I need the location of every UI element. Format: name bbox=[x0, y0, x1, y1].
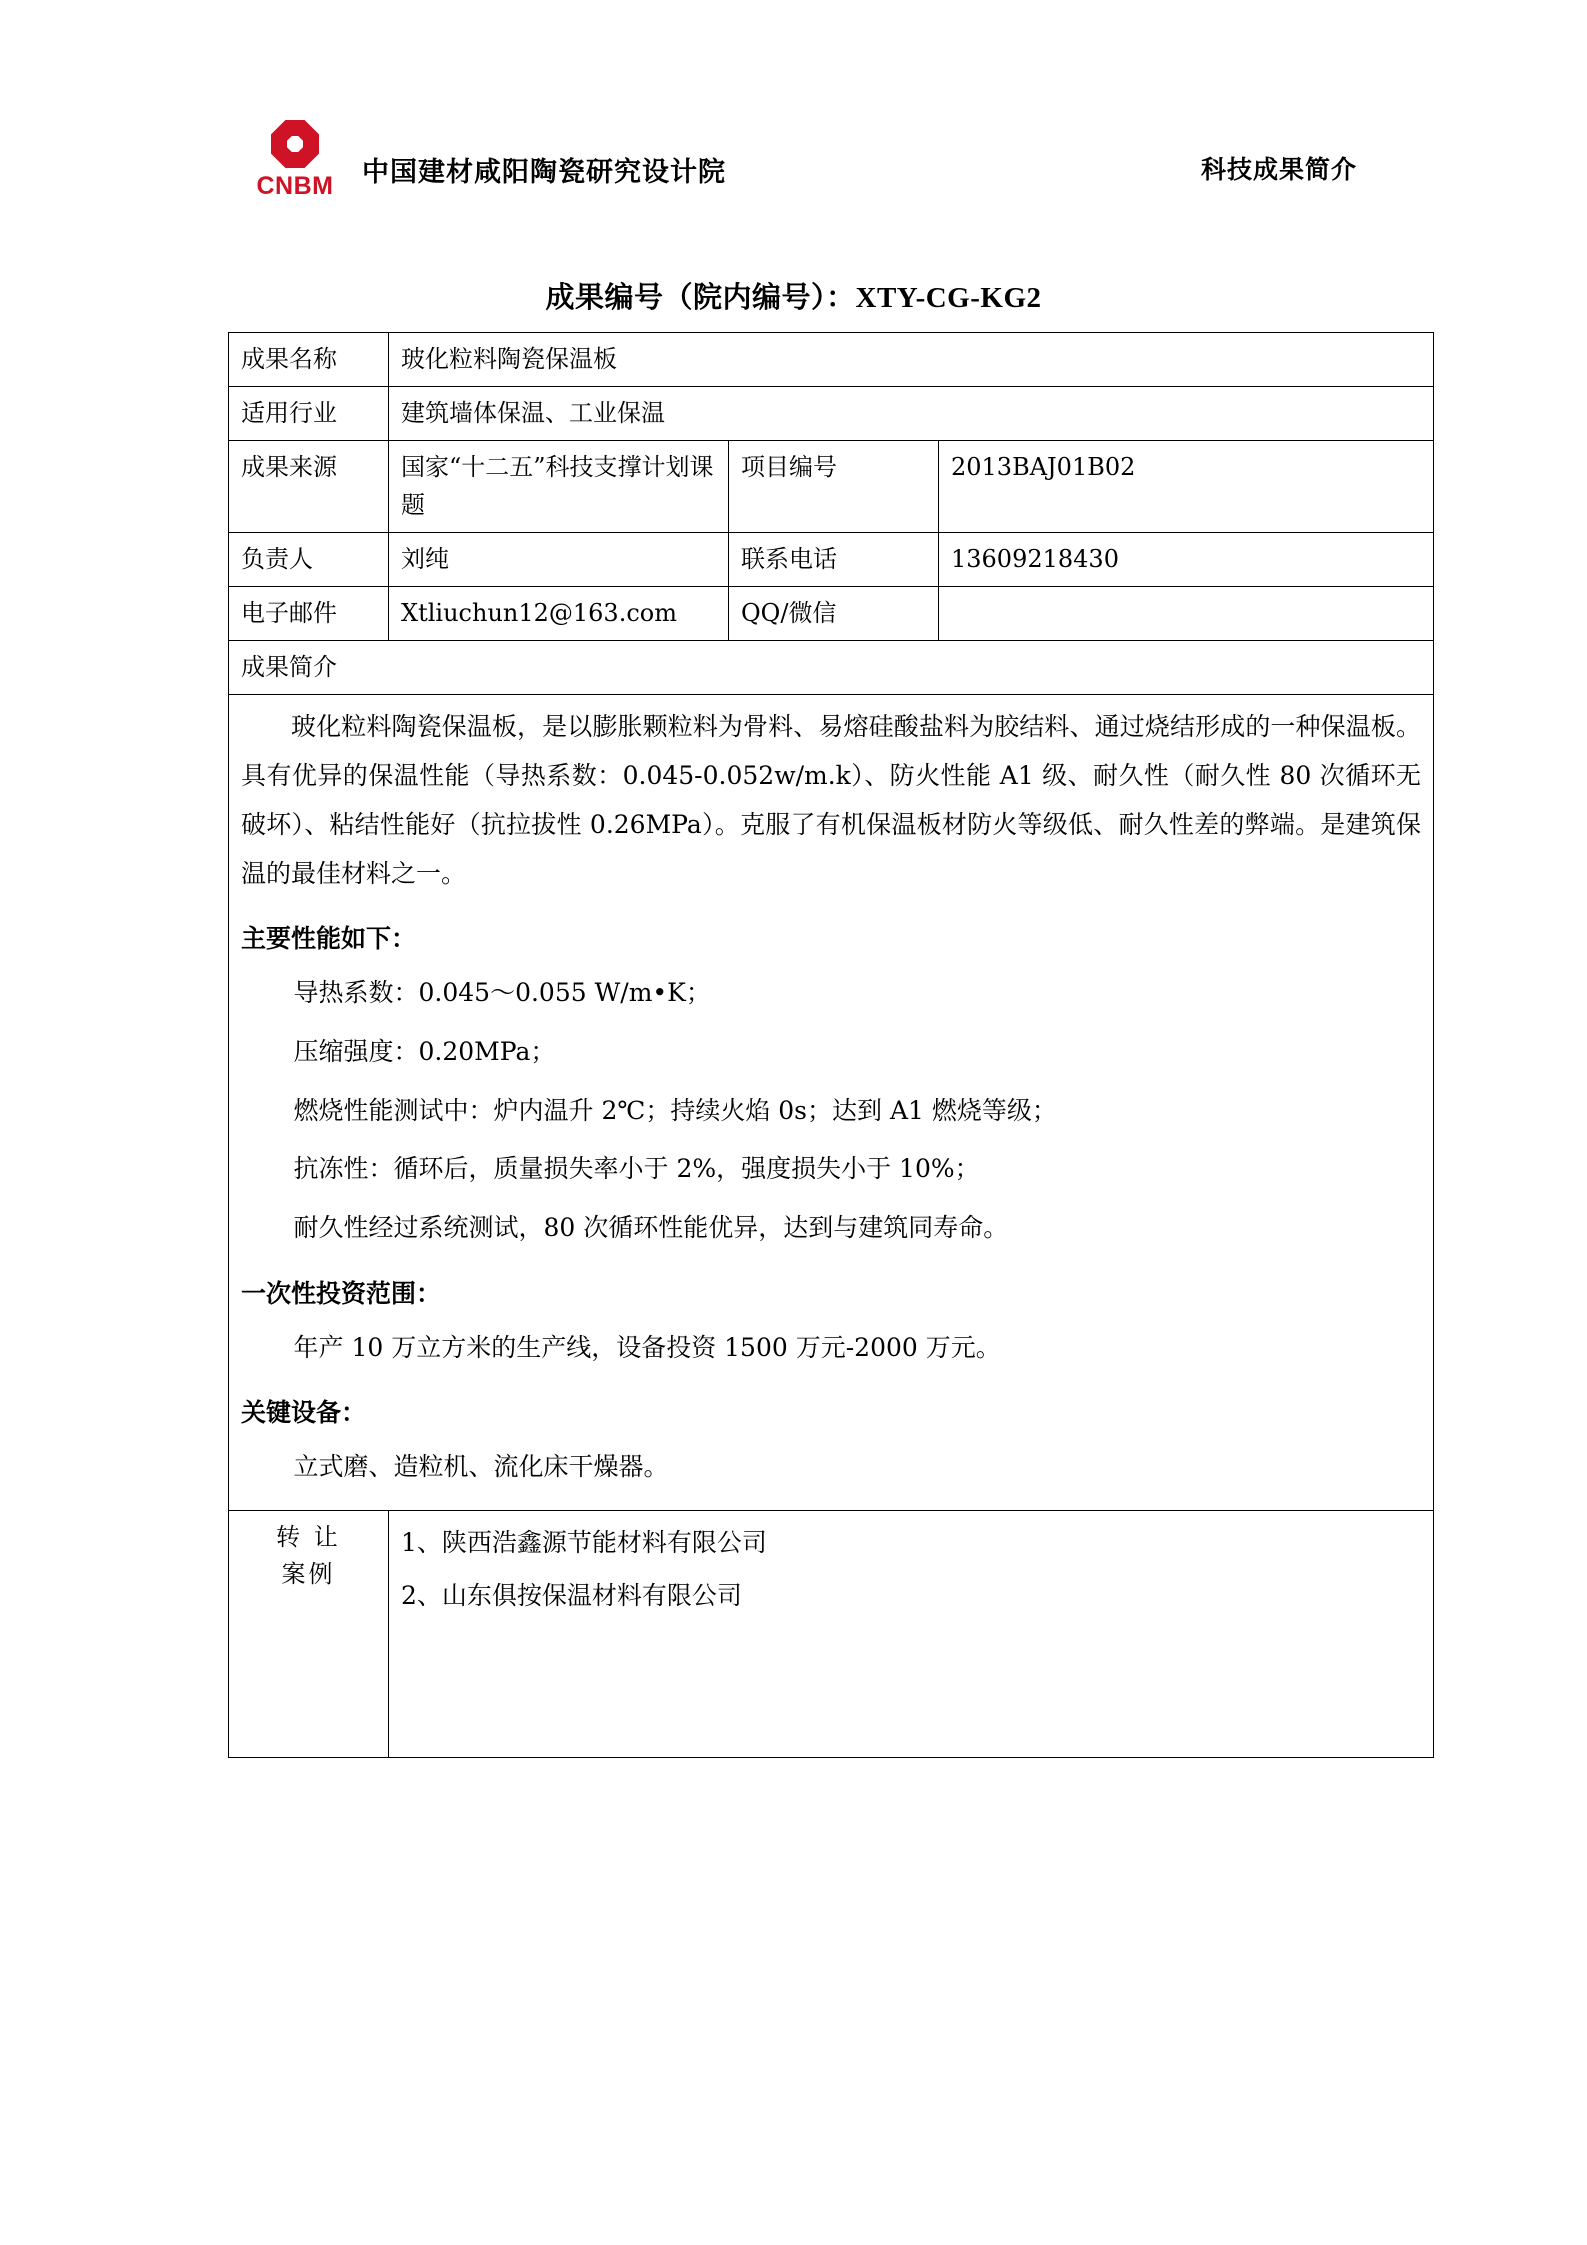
table-row bbox=[229, 387, 1434, 441]
table-row bbox=[229, 695, 1434, 1511]
intro-paragraph: 玻化粒料陶瓷保温板，是以膨胀颗粒料为骨料、易熔硅酸盐料为胶结料、通过烧结形成的一种保温板。具有优异的保温性能（导热系数：0.045-0.052w/m.k）、防火性能 A1 级、耐久性（耐久性 80 次循环无破坏）、粘结性能好（抗拉拔性 0.26MPa）。克服了有机保温板材防火等级低、耐久性差的弊端。是建筑保温的最佳材料之一。 bbox=[241, 712, 1422, 888]
table-row bbox=[229, 641, 1434, 695]
table-row bbox=[229, 333, 1434, 387]
name-label: 成果名称 bbox=[229, 333, 389, 387]
name-value: 玻化粒料陶瓷保温板 bbox=[389, 333, 1434, 387]
cnbm-logo bbox=[240, 120, 350, 206]
leader-value: 刘纯 bbox=[389, 532, 729, 586]
performance-item: 导热系数：0.045～0.055 W/m•K； bbox=[293, 978, 711, 1008]
page-title-prefix: 成果编号（院内编号）： bbox=[545, 280, 856, 314]
project-no-value: 2013BAJ01B02 bbox=[939, 441, 1434, 532]
organization-name: 中国建材咸阳陶瓷研究设计院 bbox=[362, 157, 726, 188]
page-header bbox=[240, 120, 1357, 210]
performance-item: 耐久性经过系统测试，80 次循环性能优异，达到与建筑同寿命。 bbox=[293, 1213, 1009, 1243]
table-row bbox=[229, 586, 1434, 640]
qq-label: QQ/微信 bbox=[729, 586, 939, 640]
equipment-heading: 关键设备： bbox=[241, 1398, 367, 1428]
intro-body bbox=[229, 695, 1434, 1511]
octagon-logo-icon bbox=[257, 120, 333, 172]
source-label: 成果来源 bbox=[229, 441, 389, 532]
project-no-label: 项目编号 bbox=[729, 441, 939, 532]
source-value: 国家“十二五”科技支撑计划课题 bbox=[389, 441, 729, 532]
performance-item: 抗冻性：循环后，质量损失率小于 2%，强度损失小于 10%； bbox=[293, 1154, 980, 1184]
investment-item: 年产 10 万立方米的生产线，设备投资 1500 万元-2000 万元。 bbox=[293, 1332, 1001, 1362]
industry-label: 适用行业 bbox=[229, 387, 389, 441]
transfer-label-line2: 案例 bbox=[281, 1560, 336, 1588]
list-item: 1、陕西浩鑫源节能材料有限公司 bbox=[401, 1527, 767, 1557]
email-value: Xtliuchun12@163.com bbox=[389, 586, 729, 640]
performance-item: 压缩强度：0.20MPa； bbox=[293, 1036, 556, 1066]
investment-heading: 一次性投资范围： bbox=[241, 1278, 442, 1308]
logo-text: CNBM bbox=[256, 172, 334, 200]
table-row bbox=[229, 532, 1434, 586]
achievement-code: XTY-CG-KG2 bbox=[855, 282, 1042, 314]
table-row bbox=[229, 441, 1434, 532]
page-title bbox=[0, 275, 1587, 316]
transfer-cases bbox=[389, 1510, 1434, 1757]
transfer-label bbox=[229, 1510, 389, 1757]
leader-label: 负责人 bbox=[229, 532, 389, 586]
email-label: 电子邮件 bbox=[229, 586, 389, 640]
octagon-shape-icon bbox=[271, 120, 319, 168]
list-item: 2、山东俱按保温材料有限公司 bbox=[401, 1581, 742, 1611]
header-right-label: 科技成果简介 bbox=[1200, 155, 1357, 184]
performance-item: 燃烧性能测试中：炉内温升 2℃；持续火焰 0s；达到 A1 燃烧等级； bbox=[293, 1095, 1057, 1125]
performance-heading: 主要性能如下： bbox=[241, 924, 417, 954]
phone-value: 13609218430 bbox=[939, 532, 1434, 586]
equipment-item: 立式磨、造粒机、流化床干燥器。 bbox=[293, 1452, 669, 1482]
intro-label: 成果简介 bbox=[229, 641, 1434, 695]
qq-value bbox=[939, 586, 1434, 640]
table-row bbox=[229, 1510, 1434, 1757]
transfer-label-line1: 转 让 bbox=[276, 1522, 341, 1551]
phone-label: 联系电话 bbox=[729, 532, 939, 586]
achievement-table bbox=[228, 332, 1434, 1758]
industry-value: 建筑墙体保温、工业保温 bbox=[389, 387, 1434, 441]
